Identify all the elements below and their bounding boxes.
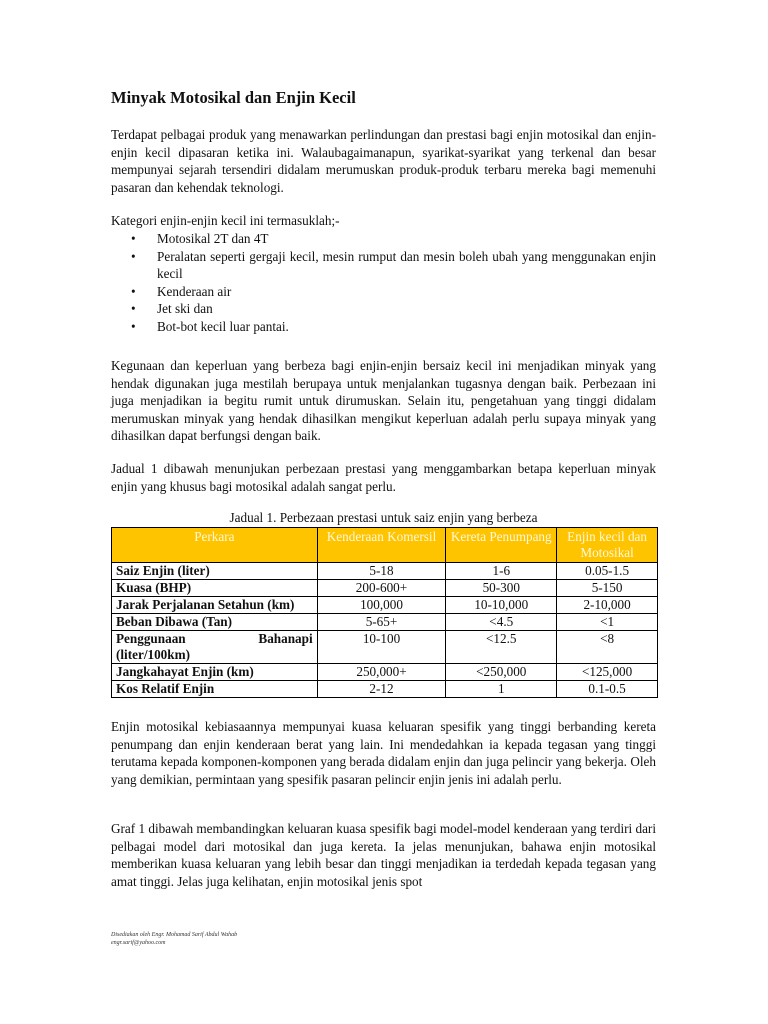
table-cell: 100,000: [317, 597, 446, 614]
table-cell: 5-18: [317, 563, 446, 580]
list-item: • Peralatan seperti gergaji kecil, mesin rumput dan mesin boleh ubah yang menggunakan enjin kecil: [131, 248, 656, 282]
table-cell: 0.1-0.5: [557, 681, 658, 698]
paragraph-categories-intro: Kategori enjin-enjin kecil ini termasuklah;-: [111, 213, 340, 228]
row-label: Kuasa (BHP): [112, 580, 318, 597]
list-item: • Jet ski dan: [131, 301, 213, 317]
table-cell: 0.05-1.5: [557, 563, 658, 580]
table-cell: 2-10,000: [557, 597, 658, 614]
table-cell: <1: [557, 614, 658, 631]
row-label-part: (liter/100km): [116, 647, 190, 662]
paragraph-motorcycle-output: Enjin motosikal kebiasaannya mempunyai kuasa keluaran spesifik yang tinggi berbanding kereta penumpang dan enjin kenderaan berat yang lain. Ini mendedahkan ia kepada tegasan yang tinggi terutama kepada komponen-komponen yang berada didalam enjin dan juga pelincir yang bekerja. Oleh yang demikian, permintaan yang spesifik pasaran pelincir enjin jenis ini adalah perlu.: [111, 719, 656, 787]
table-cell: <8: [557, 631, 658, 664]
table-cell: 5-150: [557, 580, 658, 597]
footer: [111, 931, 237, 947]
table-cell: 5-65+: [317, 614, 446, 631]
bullet-icon: •: [131, 231, 136, 246]
performance-table: [111, 527, 658, 698]
table-row: [112, 681, 658, 698]
row-label: Jangkahayat Enjin (km): [112, 664, 318, 681]
row-label: Beban Dibawa (Tan): [112, 614, 318, 631]
row-label: [112, 631, 318, 664]
row-label: Kos Relatif Enjin: [112, 681, 318, 698]
table-row: [112, 597, 658, 614]
list-item: • Kenderaan air: [131, 283, 232, 299]
table-cell: <4.5: [446, 614, 557, 631]
table-row: [112, 631, 658, 664]
footer-email: engr.sarif@yahoo.com: [111, 940, 166, 946]
table-row: [112, 614, 658, 631]
bullet-icon: •: [131, 318, 136, 334]
paragraph-intro: Terdapat pelbagai produk yang menawarkan perlindungan dan prestasi bagi enjin motosikal dan enjin-enjin kecil dipasaran ketika ini. Walaubagaimanapun, syarikat-syarikat yang terkenal dan besar mempunyai sejarah tersendiri didalam merumuskan produk-produk terbaru mereka bagi memenuhi pasaran dan kehendak teknologi.: [111, 127, 656, 195]
table-row: [112, 664, 658, 681]
table-cell: 50-300: [446, 580, 557, 597]
table-cell: <125,000: [557, 664, 658, 681]
table-cell: 10-100: [317, 631, 446, 664]
row-label: Jarak Perjalanan Setahun (km): [112, 597, 318, 614]
header-cell: Enjin kecil dan Motosikal: [557, 528, 658, 563]
footer-author: Disediakan oleh Engr. Mohamad Sarif Abdul Wahab: [111, 932, 238, 938]
paragraph-usage: Kegunaan dan keperluan yang berbeza bagi enjin-enjin bersaiz kecil ini menjadikan minyak yang hendak digunakan juga mestilah berupaya untuk menjalankan tugasnya dengan baik. Perbezaan ini juga menjadikan ia begitu rumit untuk dirumuskan. Selain itu, pengetahuan yang tinggi didalam merumuskan minyak yang hendak dihasilkan mengikut keperluan adalah perlu supaya minyak yang dihasilkan dapat berfungsi dengan baik.: [111, 358, 656, 444]
table-cell: 200-600+: [317, 580, 446, 597]
header-cell: Kereta Penumpang: [446, 528, 557, 563]
row-label-part: Bahanapi: [258, 631, 313, 646]
table-cell: 10-10,000: [446, 597, 557, 614]
row-label-part: Penggunaan: [116, 631, 186, 646]
table-cell: 250,000+: [317, 664, 446, 681]
paragraph-graph-intro: Graf 1 dibawah membandingkan keluaran kuasa spesifik bagi model-model kenderaan yang terdiri dari pelbagai model dari motosikal dan juga kereta. Ia jelas menunjukan, bahawa enjin motosikal memberikan kuasa keluaran yang lebih besar dan tinggi menjadikan ia terdedah kepada tegasan yang amat tinggi. Jelas juga kelihatan, enjin motosikal jenis spot: [111, 821, 656, 889]
table-cell: <250,000: [446, 664, 557, 681]
header-cell: Kenderaan Komersil: [317, 528, 446, 563]
table-caption: Jadual 1. Perbezaan prestasi untuk saiz enjin yang berbeza: [229, 510, 538, 525]
table-header-row: [112, 528, 658, 563]
table-cell: 1-6: [446, 563, 557, 580]
table-row: [112, 580, 658, 597]
header-cell: Perkara: [112, 528, 318, 563]
category-list: [111, 230, 656, 336]
row-label: Saiz Enjin (liter): [112, 563, 318, 580]
list-item: • Motosikal 2T dan 4T: [131, 231, 269, 246]
table-cell: 1: [446, 681, 557, 698]
table-cell: <12.5: [446, 631, 557, 664]
table-row: [112, 563, 658, 580]
page-title: Minyak Motosikal dan Enjin Kecil: [111, 88, 356, 107]
paragraph-table-intro: Jadual 1 dibawah menunjukan perbezaan prestasi yang menggambarkan betapa keperluan minyak enjin yang khusus bagi motosikal adalah sangat perlu.: [111, 461, 656, 494]
bullet-icon: •: [131, 283, 136, 299]
table-cell: 2-12: [317, 681, 446, 698]
bullet-icon: •: [131, 301, 136, 317]
bullet-icon: •: [131, 248, 136, 264]
list-item: • Bot-bot kecil luar pantai.: [131, 318, 289, 334]
